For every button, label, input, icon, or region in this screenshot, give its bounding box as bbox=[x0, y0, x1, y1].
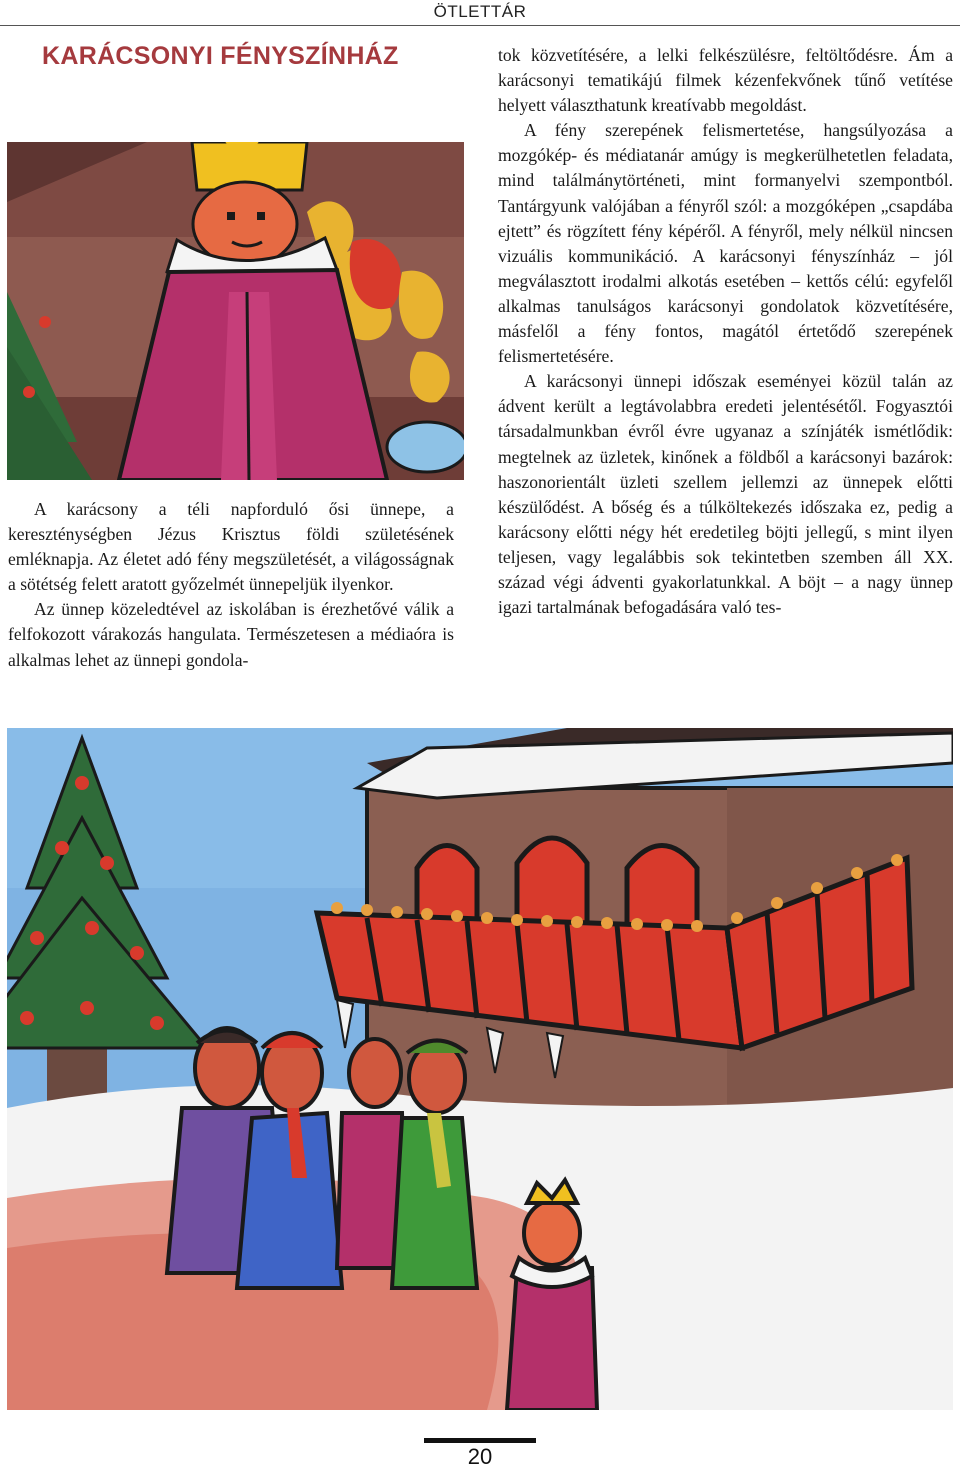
winter-scene-painting-image bbox=[7, 728, 953, 1410]
paragraph: A fény szerepének felismertetése, hangsúlyozása a mozgókép- és médiatanár amúgy is megkerülhetetlen feladata, mind találmánytörténeti, mint formanyelvi szempontból. Tantárgyunk valójában a fényről szól: a mozgóképen „csapdába ejtett” és rögzített fény képéről. A fényről, mely nélkül nincsen vizuális kommunikáció. A karácsonyi fényszínház – jól megválasztott irodalmi alkotás esetében – kettős célú: egyfelől alkalmas tanulságos karácsonyi gondolatok közvetítésére, másfelől a fény fontos, magától értetődő szerepének felismertetésére. bbox=[498, 120, 953, 367]
king-painting-image bbox=[7, 142, 464, 480]
article-right-column bbox=[498, 43, 953, 620]
article-title: KARÁCSONYI FÉNYSZÍNHÁZ bbox=[42, 42, 399, 70]
section-header: ÖTLETTÁR bbox=[0, 0, 960, 26]
article-left-column bbox=[8, 497, 454, 673]
paragraph: Az ünnep közeledtével az iskolában is érezhetővé válik a felfokozott várakozás hangulata. Természetesen a médiaóra is alkalmas lehet az ünnepi gondola- bbox=[8, 599, 454, 670]
paragraph-continuation: tok közvetítésére, a lelki felkészülésre, feltöltődésre. Ám a karácsonyi tematikájú filmek kézenfekvőnek tűnő vetítése helyett választhatunk kreatívabb megoldást. bbox=[498, 45, 953, 116]
page-number-bar bbox=[424, 1438, 536, 1443]
page-number: 20 bbox=[467, 1444, 493, 1469]
paragraph: A karácsony a téli napforduló ősi ünnepe, a kereszténységben Jézus Krisztus földi születésének emléknapja. Az életet adó fény megszületését, a világosságnak a sötétség felett aratott győzelmét ünnepeljük ilyenkor. bbox=[8, 499, 454, 595]
paragraph: A karácsonyi ünnepi időszak eseményei közül talán az ádvent került a legtávolabbra eredeti jelentésétől. Fogyasztói társadalmunkban évről évre ugyanaz a színjáték ismétlődik: megtelnek az üzletek, kinőnek a földből a karácsonyi bazárok: haszonorientált üzleti szellem jellemzi az ünnepek előtti készülődést. A bőség és a túlköltekezés időszaka ez, pedig a karácsony előtti négy hét eredetileg böjti jellegű, s mint ilyen teljesen, vagy legalábbis sok tekintetben szemben áll XX. század végi ádventi gyakorlatunkkal. A böjt – a nagy ünnep igazi tartalmának befogadására való tes- bbox=[498, 371, 953, 618]
